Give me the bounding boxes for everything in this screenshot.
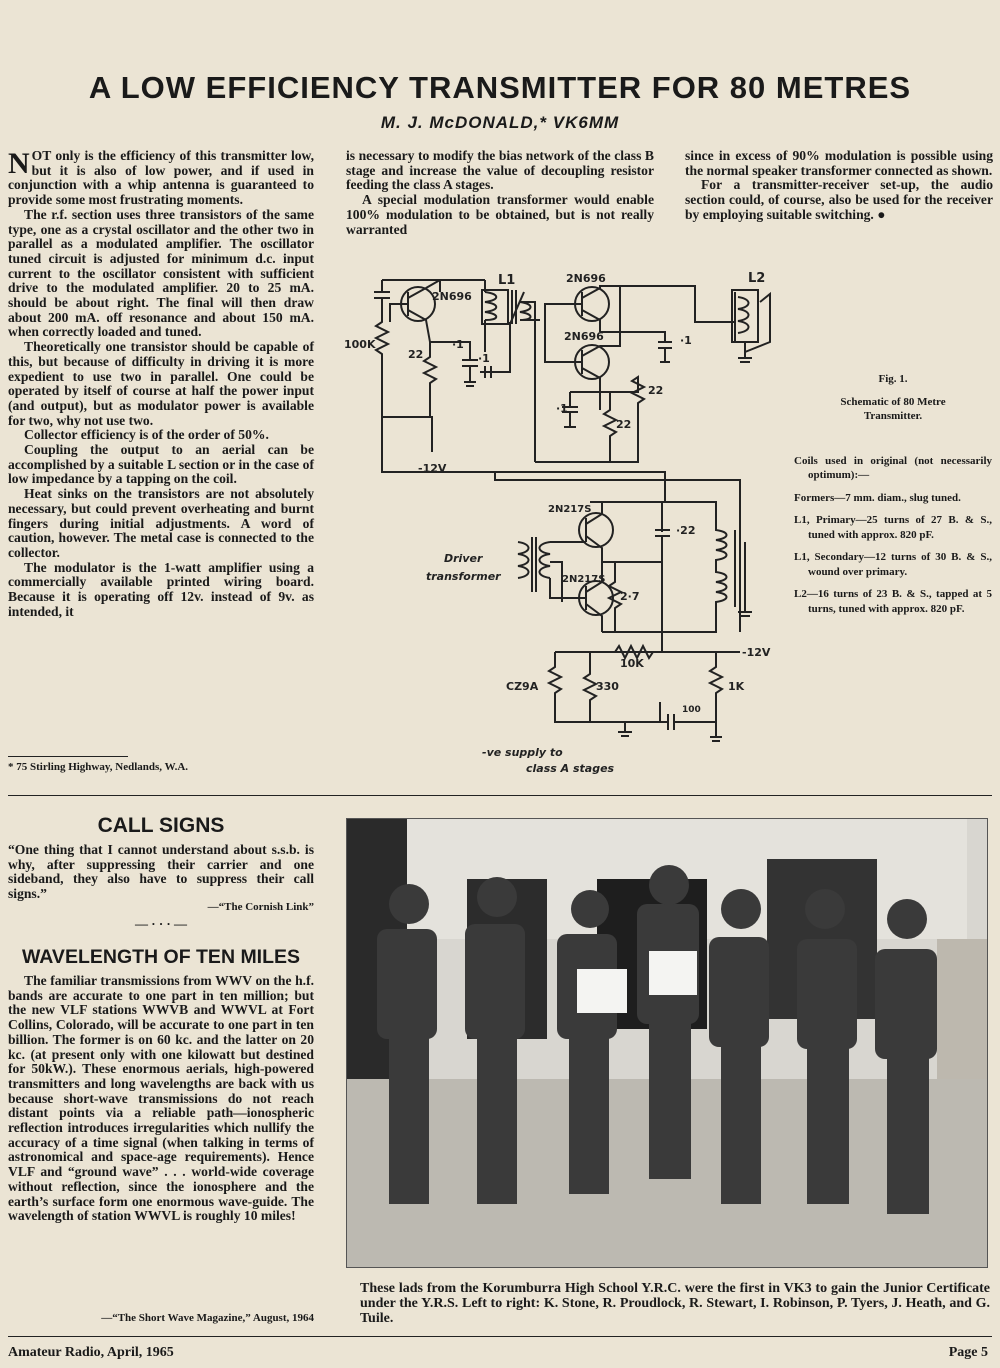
end-mark-icon: ● <box>877 206 886 222</box>
figure-caption <box>794 372 992 624</box>
callsigns-heading: CALL SIGNS <box>97 814 225 837</box>
paragraph-4: Collector efficiency is of the order of 50%. <box>24 427 269 443</box>
label-1k: 1K <box>728 680 745 693</box>
label-2n696-osc: 2N696 <box>432 290 472 303</box>
schematic-labels <box>344 271 771 775</box>
section-divider <box>8 795 992 796</box>
label-22-b: 22 <box>648 384 664 397</box>
label-c1-a: ·1 <box>452 338 464 351</box>
footer-rule <box>8 1336 992 1337</box>
paragraph-8: is necessary to modify the bias network of the class B stage and increase the value of decoupling resistor feeding the class A stages. <box>346 148 654 193</box>
label-2n696-amp2: 2N696 <box>564 330 604 343</box>
callsigns-body: “One thing that I cannot understand about s.s.b. is why, after suppressing their carrier and one sideband, they also have to suppress their call signs.” <box>8 842 314 902</box>
paragraph-9: A special modulation transformer would enable 100% modulation to be obtained, but is not really warranted <box>346 192 654 237</box>
label-l2: L2 <box>748 271 766 286</box>
paragraph-6: Heat sinks on the transistors are not absolutely necessary, but could prevent overheating and burnt fingers during initial adjustments. A word of caution, however. The metal case is connected to the collector. <box>8 486 314 560</box>
drop-cap: N <box>8 147 30 180</box>
label-supply-line1: -ve supply to <box>482 746 563 759</box>
label-c1-d: ·1 <box>556 402 568 415</box>
label-2n696-amp1: 2N696 <box>566 272 606 285</box>
article-column-2 <box>346 149 654 237</box>
wavelength-source: —“The Short Wave Magazine,” August, 1964 <box>101 1312 314 1324</box>
figure-number: Fig. 1. <box>878 373 908 385</box>
paragraph-1: NOT only is the efficiency of this transmitter low, but it is also of low power, and if used in conjunction with a whip antenna is guaranteed to provide some most frustrating moments. <box>8 147 314 208</box>
paragraph-2: The r.f. section uses three transistors of the same type, one as a crystal oscillator and the other two in parallel as a modulated amplifier. The oscillator tuned circuit is adjusted for minimum d.c. input current to the oscillator consistent with sufficient drive to the modulated amplifier. 20 to 25 mA. should be about right. The final will then draw about 200 mA. off resonance and about 150 mA. when correctly loaded and tuned. <box>8 206 314 340</box>
footer-publication: Amateur Radio, April, 1965 <box>8 1345 174 1360</box>
label-10k: 10K <box>620 657 644 670</box>
label-supply-line2: class A stages <box>526 762 615 775</box>
figure-note-3: L1, Primary—25 turns of 27 B. & S., tuned with approx. 820 pF. <box>794 514 992 541</box>
author-footnote: * 75 Stirling Highway, Nedlands, W.A. <box>8 761 189 773</box>
label-12v-a: -12V <box>418 462 447 475</box>
callsigns-separator: — · · · — <box>134 916 187 931</box>
paragraph-3: Theoretically one transistor should be capable of this, but because of difficulty in driving it is more expedient to use two in parallel. One could be operated by itself of course at half the power input (and output), but as modulator power is available for two, why not use two. <box>8 339 314 428</box>
wavelength-body: The familiar transmissions from WWV on the h.f. bands are accurate to one part in ten million; but the new VLF stations WWVB and WWVL at Fort Collins, Colorado, will be accurate to one part in ten billion. The former is on 60 kc. and the latter on 20 kc. (at present only with one kilowatt but destined for 50kW.). These enormous aerials, high-powered transmitters and long wavelengths are back with us because short-wave transmissions do not reach distant points via a reliable path—ionospheric reflection introduces irregularities which nullify the accuracy of a time signal (when talking in terms of astronomical and space-age requirements). Hence VLF and “ground wave” . . . world-wide coverage without reflection, since the ionosphere and the earth’s surface form one enormous wave-guide. The wavelength of station WWVL is roughly 10 miles! <box>8 973 314 1224</box>
label-c022: ·22 <box>676 524 696 537</box>
photo-caption: These lads from the Korumburra High School Y.R.C. were the first in VK3 to gain the Junior Certificate under the Y.R.S. Left to right: K. Stone, R. Proudlock, R. Stewart, I. Robinson, P. Tyers, J. Heath, and G. Tuile. <box>360 1281 990 1326</box>
label-2n217s-1: 2N217S <box>548 504 592 515</box>
figure-note-4: L1, Secondary—12 turns of 30 B. & S., wound over primary. <box>794 551 992 578</box>
paragraph-10: since in excess of 90% modulation is possible using the normal speaker transformer connected as shown. <box>685 148 993 178</box>
footnote-rule <box>8 756 128 757</box>
article-byline: M. J. McDONALD,* VK6MM <box>380 113 620 132</box>
figure-note-2: Formers—7 mm. diam., slug tuned. <box>794 491 961 504</box>
figure-note-5: L2—16 turns of 23 B. & S., tapped at 5 turns, tuned with approx. 820 pF. <box>794 588 992 615</box>
label-330: 330 <box>596 680 619 693</box>
wavelength-heading: WAVELENGTH OF TEN MILES <box>21 946 301 968</box>
label-100: 100 <box>682 705 701 715</box>
label-c1-c: ·1 <box>680 334 692 347</box>
paragraph-5: Coupling the output to an aerial can be accomplished by a suitable L section or in the case of low impedance by a tapping on the coil. <box>8 442 314 487</box>
label-driver: Driver <box>444 552 483 565</box>
label-27: 2·7 <box>620 590 640 603</box>
callsigns-source: —“The Cornish Link” <box>207 901 314 913</box>
label-100k: 100K <box>344 338 376 351</box>
figure-title: Schematic of 80 Metre Transmitter. <box>840 395 946 422</box>
schematic-diagram <box>340 262 790 782</box>
label-22-a: 22 <box>408 348 424 361</box>
label-transformer: transformer <box>426 570 501 583</box>
group-photo-image <box>347 819 987 1267</box>
label-2n217s-2: 2N217S <box>562 574 606 585</box>
label-l1: L1 <box>498 273 516 288</box>
article-column-1 <box>8 149 314 620</box>
label-22-c: 22 <box>616 418 632 431</box>
label-c1-b: ·1 <box>478 352 490 365</box>
article-title: A LOW EFFICIENCY TRANSMITTER FOR 80 METRES <box>88 70 912 105</box>
group-photo <box>346 818 988 1268</box>
label-12v-b: -12V <box>742 646 771 659</box>
article-column-3 <box>685 149 993 223</box>
paragraph-7: The modulator is the 1-watt amplifier using a commercially available printed wiring board. Because it is operating off 12v. instead of 9v. as intended, it <box>8 559 314 619</box>
footer-page-number: Page 5 <box>948 1345 988 1360</box>
label-cz9a: CZ9A <box>506 680 539 693</box>
figure-note-1: Coils used in original (not necessarily optimum):— <box>794 454 992 481</box>
paragraph-11: For a transmitter-receiver set-up, the audio section could, of course, also be used for the receiver by employing suitable switching. ● <box>685 177 993 222</box>
